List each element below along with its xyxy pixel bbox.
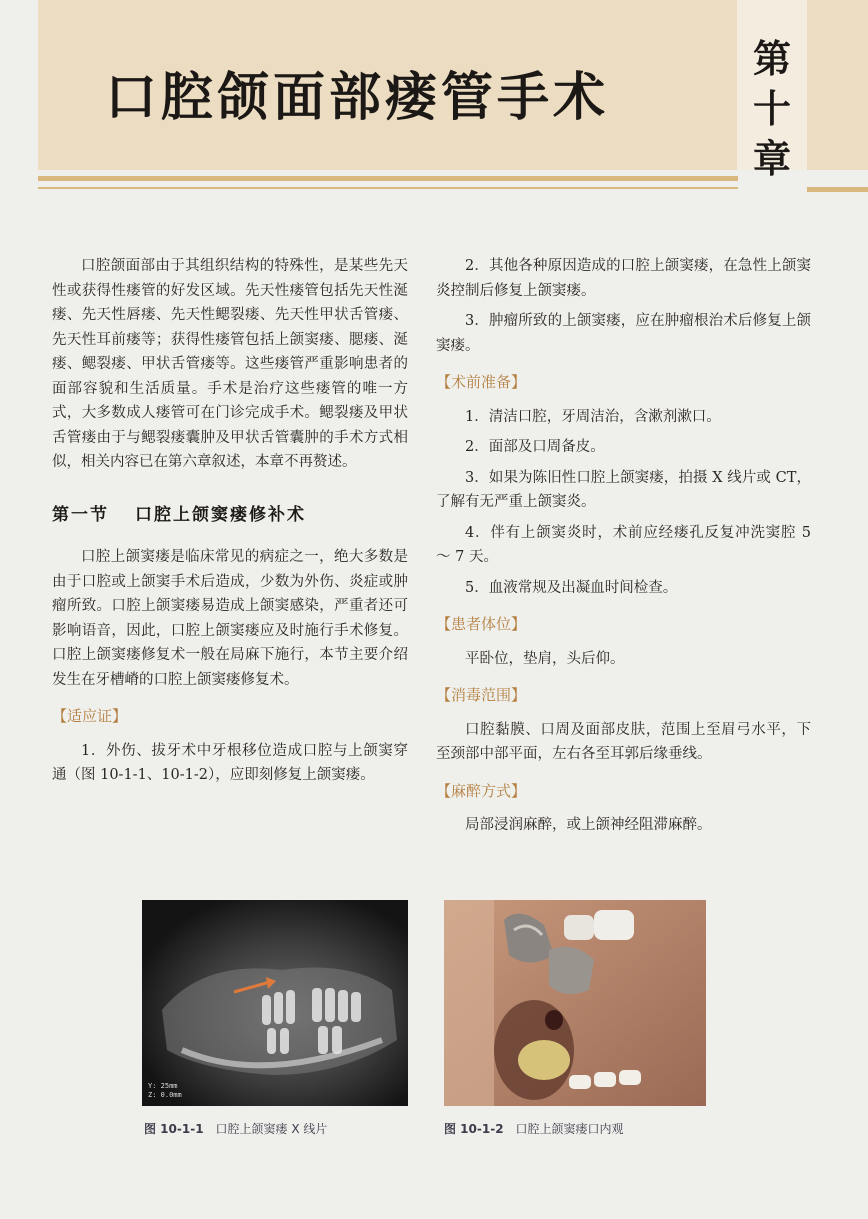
section-title: 口腔上颌窦瘘修补术 [135, 504, 306, 525]
xray-figure [142, 900, 408, 1106]
header-band-right [807, 0, 868, 170]
chapter-label-char: 十 [752, 87, 791, 131]
chapter-title: 口腔颌面部瘘管手术 [105, 68, 610, 128]
intraoral-photo [444, 900, 706, 1106]
right-column [436, 254, 811, 844]
figure-caption-text: 口腔上颌窦瘘 X 线片 [215, 1122, 328, 1136]
figure-caption-text: 口腔上颌窦瘘口内观 [515, 1122, 624, 1136]
preop-heading: 【术前准备】 [436, 373, 527, 391]
header-rule [38, 176, 738, 181]
chapter-label-char: 第 [752, 37, 791, 81]
position-text: 平卧位，垫肩，头后仰。 [465, 650, 625, 667]
anesthesia-text: 局部浸润麻醉，或上颌神经阻滞麻醉。 [465, 817, 712, 833]
disinfect-text: 口腔黏膜、口周及面部皮肤，范围上至眉弓水平，下至颈部中部平面，左右各至耳郭后缘垂线。 [436, 721, 811, 762]
preop-item: 3．如果为陈旧性口腔上颌窦瘘，拍摄 X 线片或 CT，了解有无严重上颌窦炎。 [436, 469, 811, 510]
left-column [52, 254, 408, 794]
xray-image [142, 900, 408, 1106]
disinfect-heading: 【消毒范围】 [436, 686, 527, 704]
chapter-label-char: 章 [752, 137, 791, 181]
xray-scale-label: Y: 25mm Z: 0.0mm [148, 1082, 182, 1099]
preop-item: 5．血液常规及出凝血时间检查。 [465, 579, 678, 596]
header-rule-right [807, 187, 868, 192]
preop-item: 2．面部及口周备皮。 [465, 439, 605, 455]
indication-item: 3．肿瘤所致的上颌窦瘘，应在肿瘤根治术后修复上颌窦瘘。 [436, 313, 811, 354]
section-number: 第一节 [52, 504, 109, 525]
figure-number: 图 10-1-1 [144, 1122, 204, 1136]
preop-item: 1．清洁口腔，牙周洁治，含漱剂漱口。 [465, 408, 721, 425]
indication-heading: 【适应证】 [52, 707, 128, 725]
figure-number: 图 10-1-2 [444, 1122, 504, 1136]
section-heading [52, 503, 408, 528]
preop-item: 4．伴有上颌窦炎时，术前应经瘘孔反复冲洗窦腔 5 ～ 7 天。 [436, 524, 811, 565]
intraoral-image [444, 900, 706, 1106]
position-heading: 【患者体位】 [436, 615, 527, 633]
chapter-label-box [737, 0, 807, 181]
anesthesia-heading: 【麻醉方式】 [436, 781, 527, 800]
figure-caption [444, 1120, 624, 1137]
indication-item: 2．其他各种原因造成的口腔上颌窦瘘，在急性上颌窦炎控制后修复上颌窦瘘。 [436, 258, 811, 299]
header-rule-thin [38, 187, 738, 189]
section-intro: 口腔上颌窦瘘是临床常见的病症之一，绝大多数是由于口腔或上颌窦手术后造成，少数为外伤、炎症或肿瘤所致。口腔上颌窦瘘易造成上颌窦感染，严重者还可影响语音，因此，口腔上颌窦瘘应及时施行手术修复。口腔上颌窦瘘修复术一般在局麻下施行，本节主要介绍发生在牙槽嵴的口腔上颌窦瘘修复术。 [52, 549, 408, 688]
figure-caption [144, 1120, 327, 1137]
chapter-intro: 口腔颌面部由于其组织结构的特殊性，是某些先天性或获得性瘘管的好发区域。先天性瘘管包括先天性涎瘘、先天性唇瘘、先天性鳃裂瘘、先天性甲状舌管瘘、先天性耳前瘘等；获得性瘘管包括上颌窦瘘、腮瘘、涎瘘、鳃裂瘘、甲状舌管瘘等。这些瘘管严重影响患者的面部容貌和生活质量。手术是治疗这些瘘管的唯一方式，大多数成人瘘管可在门诊完成手术。鳃裂瘘及甲状舌管瘘由于与鳃裂瘘囊肿及甲状舌管囊肿的手术方式相似，相关内容已在第六章叙述，本章不再赘述。 [52, 258, 408, 470]
indication-item: 1．外伤、拔牙术中牙根移位造成口腔与上颌窦穿通（图 10-1-1、10-1-2），应即刻修复上颌窦瘘。 [52, 742, 408, 783]
